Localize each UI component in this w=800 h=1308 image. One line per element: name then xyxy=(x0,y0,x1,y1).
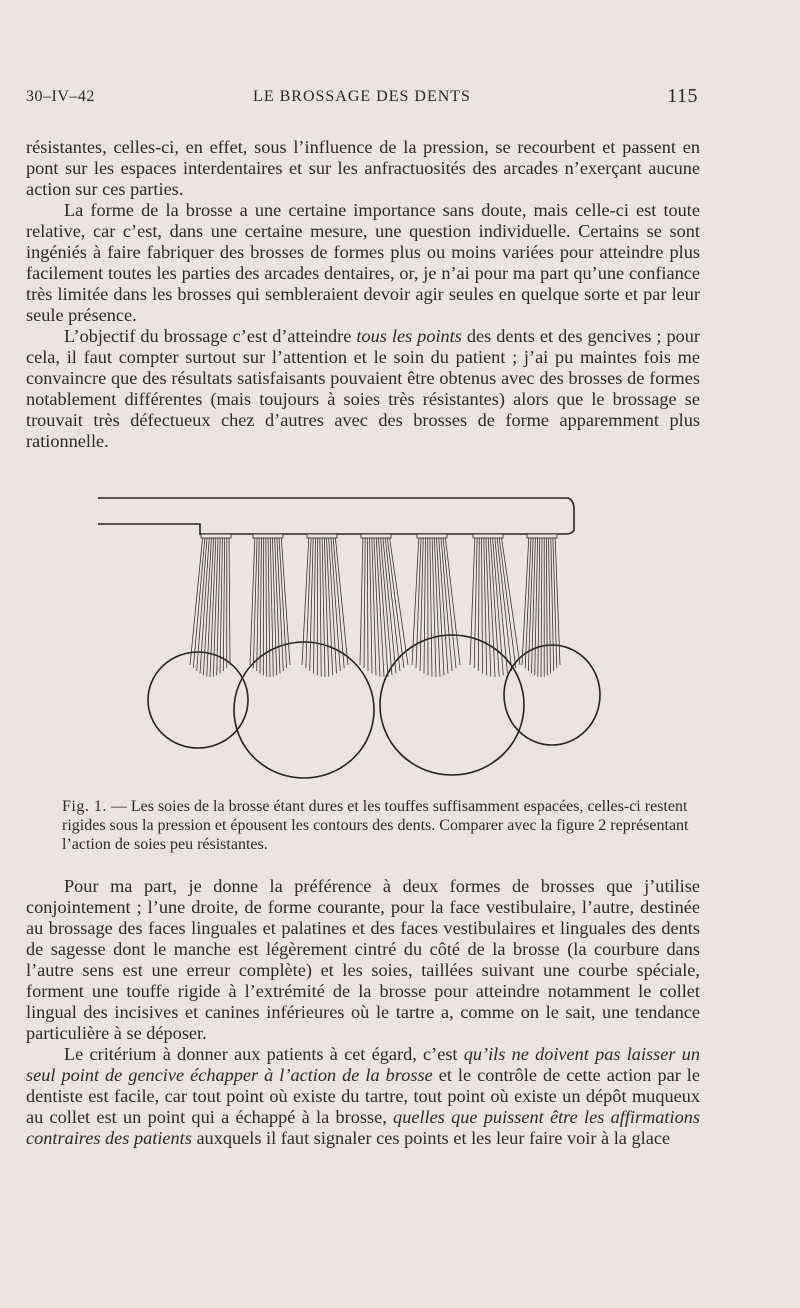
tooth xyxy=(380,635,524,775)
bristle-tuft xyxy=(522,534,560,677)
running-header xyxy=(26,85,698,112)
paragraph: La forme de la brosse a une certaine importance sans doute, mais celle-ci est toute relative, car c’est, dans une certaine mesure, une question individuelle. Certains se sont ingéniés à faire fabriquer des brosses de formes plus ou moins variées pour atteindre plus facilement toutes les parties des arcades dentaires, or, je n’ai pour ma part qu’une confiance très limitée dans les brosses qui sembleraient devoir agir seules en quelque sorte et par leur seule présence. xyxy=(26,200,700,325)
emphasis: qu’ils ne doivent pas laisser un seul point de gencive échapper à l’action de la brosse xyxy=(26,1044,700,1085)
header-title: LE BROSSAGE DES DENTS xyxy=(253,88,471,105)
bristle-tuft xyxy=(470,534,520,677)
paragraph: Pour ma part, je donne la préférence à deux formes de brosses que j’utilise conjointement ; l’une droite, de forme courante, pour la face vestibulaire, l’autre, destinée au brossage des faces linguales et palatines et des faces vestibulaires et linguales des dents de sagesse dont le manche est légèrement cintré du côté de la brosse (la courbure dans l’autre sens est une erreur complète) et les soies, taillées suivant une courbe spéciale, forment une touffe rigide à l’extrémité de la brosse pour atteindre notamment le collet lingual des incisives et canines inférieures où le tartre a, comme on le sait, une tendance particulière à se déposer. xyxy=(26,876,700,1043)
body-text-top xyxy=(26,137,700,452)
caption-text: — Les soies de la brosse étant dures et les touffes suffisamment espacées, celles-ci restent rigides sous la pression et épousent les contours des dents. Comparer avec la figure 2 représentant l’action de soies peu résistantes. xyxy=(62,798,689,853)
bristle-tuft xyxy=(190,534,231,677)
figure-label: Fig. 1. xyxy=(62,798,107,815)
tooth xyxy=(234,642,374,778)
figure-caption xyxy=(62,797,694,854)
tooth xyxy=(148,652,248,748)
bristle-tuft xyxy=(302,534,348,677)
bristle-tuft xyxy=(412,534,460,677)
paragraph: résistantes, celles-ci, en effet, sous l’influence de la pression, se recourbent et passent en pont sur les espaces interdentaires et sur les anfractuosités des arcades n’exerçant aucune action sur ces parties. xyxy=(26,137,700,199)
body-text-bottom xyxy=(26,876,700,1149)
emphasis: tous les points xyxy=(356,326,462,346)
page-number: 115 xyxy=(667,85,698,107)
emphasis: quelles que puissent être les affirmations contraires des patients xyxy=(26,1107,700,1148)
paragraph: L’objectif du brossage c’est d’atteindre tous les points des dents et des gencives ; pour cela, il faut compter surtout sur l’attention et le soin du patient ; j’ai pu maintes fois me convaincre que des résultats satisfaisants pouvaient être obtenus avec des brosses de formes notablement différentes (mais toujours à soies très résistantes) alors que le brossage se trouvait très défectueux chez d’autres avec des brosses de forme apparemment plus rationnelle. xyxy=(26,326,701,451)
tooth xyxy=(504,645,600,745)
bristle-tuft xyxy=(250,534,290,677)
paragraph: Le critérium à donner aux patients à cet égard, c’est qu’ils ne doivent pas laisser un seul point de gencive échapper à l’action de la brosse et le contrôle de cette action par le dentiste est facile, car tout point où existe du tartre, tout point où existe un dépôt muqueux au collet est un point qui a échappé à la brosse, quelles que puissent être les affirmations contraires des patients auxquels il faut signaler ces points et les leur faire voir à la glace xyxy=(26,1044,700,1148)
toothbrush-figure xyxy=(90,490,610,780)
brush-handle xyxy=(98,498,574,534)
header-date: 30–IV–42 xyxy=(26,88,95,105)
